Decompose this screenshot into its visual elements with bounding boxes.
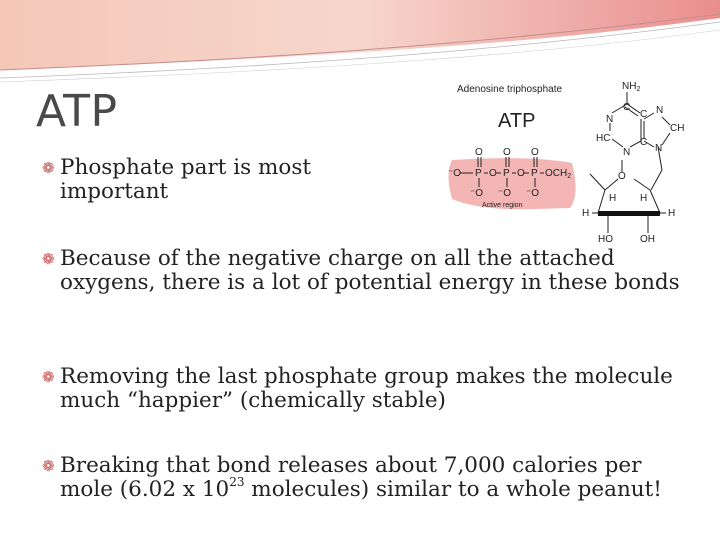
svg-text:⁻O: ⁻O: [448, 168, 462, 179]
swirl-bullet-icon: ❁: [42, 368, 55, 386]
svg-text:NH2: $NH_2$: [622, 81, 641, 93]
figure-caption: Adenosine triphosphate: [457, 84, 563, 95]
svg-text:N: N: [655, 143, 663, 154]
svg-text:HO: HO: [598, 234, 613, 245]
swirl-bullet-icon: ❁: [42, 250, 55, 268]
swirl-bullet-icon: ❁: [42, 159, 55, 177]
svg-text:O: O: [531, 147, 539, 158]
svg-text:N: N: [656, 105, 664, 116]
swirl-bullet-icon: ❁: [42, 457, 55, 475]
svg-text:⁻O: ⁻O: [498, 188, 512, 199]
svg-text:C: C: [640, 137, 648, 148]
svg-text:OCH2: $OCH_2$: [545, 168, 572, 180]
svg-text:O: O: [503, 147, 511, 158]
bullet-item: [42, 364, 700, 413]
bullet-text: Breaking that bond releases about 7,000 calories per mole (6.02 x $10^{23}$ molecules) similar to a whole peanut!: [60, 453, 662, 502]
slide-title: ATP: [36, 86, 118, 137]
svg-text:OH: OH: [640, 234, 655, 245]
svg-text:H: H: [640, 193, 648, 204]
bullet-item: [42, 453, 700, 502]
svg-text:CH: CH: [670, 123, 685, 134]
svg-text:O: O: [517, 168, 525, 179]
svg-text:P: P: [531, 168, 538, 179]
svg-text:O: O: [618, 171, 626, 182]
svg-text:H: H: [582, 208, 590, 219]
svg-text:HC: HC: [596, 133, 611, 144]
svg-text:N: N: [606, 114, 614, 125]
svg-text:O: O: [475, 147, 483, 158]
atp-structure-diagram: [440, 75, 710, 250]
bullet-text: Because of the negative charge on all the attached oxygens, there is a lot of potential energy in these bonds: [60, 246, 680, 295]
active-region-label: Active region: [482, 202, 523, 209]
svg-text:P: P: [475, 168, 482, 179]
figure-label: ATP: [498, 110, 536, 132]
svg-text:P: P: [503, 168, 510, 179]
svg-text:C: C: [640, 109, 648, 120]
bullet-item: [42, 246, 700, 295]
svg-text:⁻O: ⁻O: [526, 188, 540, 199]
bullet-text: Phosphate part is most important: [60, 155, 311, 204]
svg-text:H: H: [609, 193, 617, 204]
svg-text:O: O: [489, 168, 497, 179]
bullet-text: Removing the last phosphate group makes the molecule much “happier” (chemically stable): [60, 364, 673, 413]
svg-text:C: C: [623, 102, 631, 113]
svg-text:H: H: [668, 208, 676, 219]
svg-text:N: N: [623, 147, 631, 158]
svg-text:⁻O: ⁻O: [470, 188, 484, 199]
bullet-item: [42, 155, 350, 204]
